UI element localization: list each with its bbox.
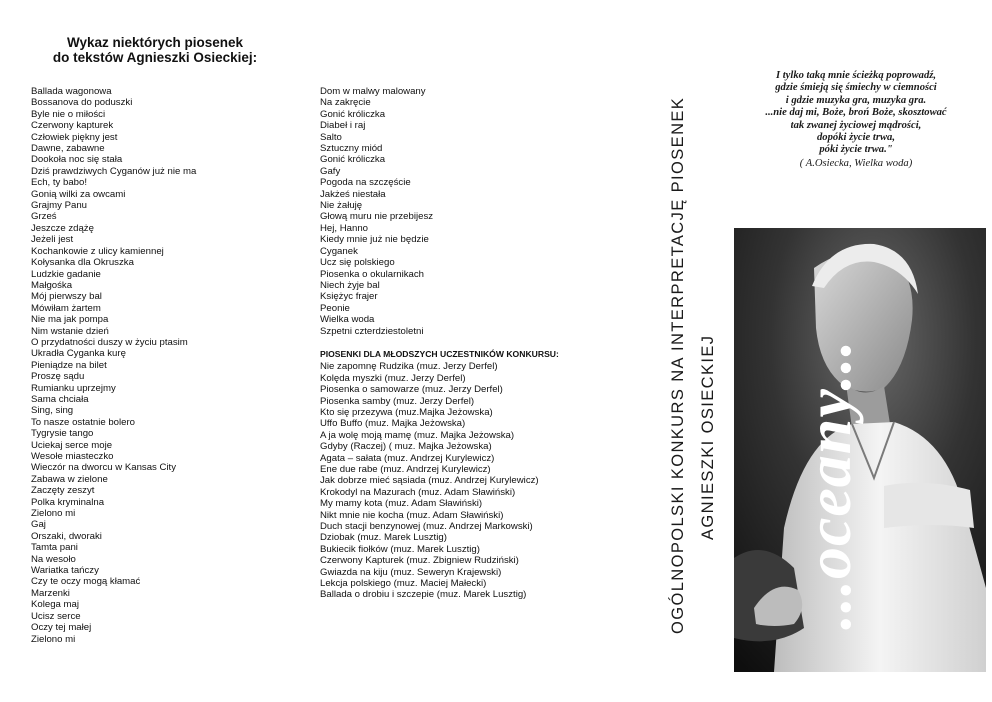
youth-song-title: Nie zapomnę Rudzika (muz. Jerzy Derfel) bbox=[320, 361, 498, 373]
song-title: Głową muru nie przebijesz bbox=[320, 211, 434, 223]
youth-song-title: Nikt mnie nie kocha (muz. Adam Sławiński) bbox=[320, 509, 504, 521]
song-title: Nie ma jak pompa bbox=[31, 314, 109, 326]
song-title: Ballada wagonowa bbox=[31, 86, 112, 97]
epigraph-quote bbox=[740, 70, 972, 170]
quote-line: gdzie śmieją się śmiechy w ciemności bbox=[775, 82, 937, 94]
competition-title-line1: OGÓLNOPOLSKI KONKURS NA INTERPRETACJĘ PIOSENEK bbox=[669, 96, 687, 634]
youth-song-title: Lekcja polskiego (muz. Maciej Małecki) bbox=[320, 578, 487, 590]
youth-song-list bbox=[320, 361, 559, 601]
song-title: Wesołe miasteczko bbox=[31, 451, 114, 462]
song-title: Bossanova do poduszki bbox=[31, 97, 133, 109]
competition-title-line2: AGNIESZKI OSIECKIEJ bbox=[699, 334, 717, 540]
quote-line: I tylko taką mnie ścieżką poprowadź, bbox=[775, 70, 937, 81]
youth-song-title: Agata – sałata (muz. Andrzej Kurylewicz) bbox=[320, 452, 495, 464]
song-title: To nasze ostatnie bolero bbox=[31, 416, 135, 428]
song-title: Dziś prawdziwych Cyganów już nie ma bbox=[31, 165, 197, 177]
song-title: Dom w malwy malowany bbox=[320, 86, 426, 97]
song-title: Uciekaj serce moje bbox=[31, 439, 113, 451]
youth-song-title: Uffo Buffo (muz. Majka Jeżowska) bbox=[320, 418, 466, 430]
list-heading-line1: Wykaz niektórych piosenek bbox=[66, 35, 244, 50]
youth-song-title: Ene due rabe (muz. Andrzej Kurylewicz) bbox=[320, 464, 491, 475]
song-list-main bbox=[320, 86, 559, 337]
song-title: Wariatka tańczy bbox=[31, 565, 99, 577]
youth-song-title: Ballada o drobiu i szczepie (muz. Marek Lusztig) bbox=[320, 589, 527, 601]
song-title: Jeszcze zdążę bbox=[31, 222, 94, 234]
song-title: Kiedy mnie już nie będzie bbox=[320, 234, 429, 246]
song-title: Nim wstanie dzień bbox=[31, 325, 109, 337]
song-title: Zielono mi bbox=[31, 508, 76, 520]
song-title: Tygrysie tango bbox=[31, 428, 94, 440]
song-title: Wielka woda bbox=[320, 314, 375, 326]
song-title: Niech żyje bal bbox=[320, 279, 380, 291]
youth-song-title: Kto się przezywa (muz.Majka Jeżowska) bbox=[320, 406, 493, 418]
song-title: Sing, sing bbox=[31, 405, 74, 417]
song-title: Jeżeli jest bbox=[31, 234, 74, 246]
youth-song-title: My mamy kota (muz. Adam Sławiński) bbox=[320, 498, 483, 510]
quote-source: ( A.Osiecka, Wielka woda) bbox=[799, 157, 913, 169]
song-title: Gonić króliczka bbox=[320, 154, 386, 166]
youth-song-title: A ja wolę moją mamę (muz. Majka Jeżowska) bbox=[320, 429, 515, 441]
youth-song-title: Gdyby (Raczej) ( muz. Majka Jeżowska) bbox=[320, 441, 492, 453]
list-heading bbox=[40, 35, 270, 65]
song-title: Zabawa w zielone bbox=[31, 473, 108, 485]
song-title: Małgośka bbox=[31, 279, 73, 291]
quote-lines bbox=[740, 70, 972, 157]
song-title: Peonie bbox=[320, 302, 350, 314]
song-title: Nie żałuję bbox=[320, 200, 363, 212]
song-title: Diabeł i raj bbox=[320, 120, 366, 132]
song-title: Rumianku uprzejmy bbox=[31, 382, 116, 394]
youth-song-title: Gwiazda na kiju (muz. Seweryn Krajewski) bbox=[320, 566, 502, 578]
song-list-column-1 bbox=[31, 86, 196, 645]
song-title: Ucz się polskiego bbox=[320, 257, 395, 269]
song-title: Ech, ty babo! bbox=[31, 177, 87, 189]
song-title: Sama chciała bbox=[31, 393, 89, 405]
youth-song-title: Krokodyl na Mazurach (muz. Adam Sławiński) bbox=[320, 486, 516, 498]
quote-line: póki życie trwa." bbox=[819, 144, 893, 156]
song-title: Ludzkie gadanie bbox=[31, 268, 101, 280]
song-title: Gonić króliczka bbox=[320, 108, 386, 120]
youth-song-title: Dziobak (muz. Marek Lusztig) bbox=[320, 532, 447, 544]
quote-line: i gdzie muzyka gra, muzyka gra. bbox=[785, 94, 927, 106]
song-title: Ukradła Cyganka kurę bbox=[31, 348, 126, 360]
song-title: Mówiłam żartem bbox=[31, 302, 101, 314]
song-title: Gonią wilki za owcami bbox=[31, 188, 126, 200]
song-title: Marzenki bbox=[31, 587, 70, 599]
youth-song-title: Jak dobrze mieć sąsiada (muz. Andrzej Kurylewicz) bbox=[320, 475, 539, 487]
song-title: Gaj bbox=[31, 519, 46, 531]
quote-line: tak zwanej życiowej mądrości, bbox=[790, 119, 922, 131]
quote-line: dopóki życie trwa, bbox=[817, 132, 895, 144]
song-title: Pogoda na szczęście bbox=[320, 177, 411, 189]
song-title: Polka kryminalna bbox=[31, 496, 105, 508]
list-heading-line2: do tekstów Agnieszki Osieckiej: bbox=[52, 50, 258, 65]
song-title: Człowiek piękny jest bbox=[31, 131, 118, 143]
song-title: Piosenka o okularnikach bbox=[320, 268, 424, 280]
song-title: Salto bbox=[320, 131, 342, 143]
song-title: Proszę sądu bbox=[31, 371, 85, 383]
song-title: Cyganek bbox=[320, 245, 358, 257]
song-title: Gafy bbox=[320, 165, 341, 177]
song-title: Wieczór na dworcu w Kansas City bbox=[31, 462, 177, 474]
youth-song-title: Piosenka samby (muz. Jerzy Derfel) bbox=[320, 395, 475, 407]
song-title: Na wesoło bbox=[31, 553, 76, 565]
song-title: Na zakręcie bbox=[320, 97, 371, 109]
song-title: Kolega maj bbox=[31, 599, 79, 611]
song-title: Jakżeś niestała bbox=[320, 188, 386, 200]
song-title: Ucisz serce bbox=[31, 610, 81, 622]
song-title: Tamta pani bbox=[31, 542, 78, 554]
song-title: Oczy tej małej bbox=[31, 622, 92, 634]
song-title: Grześ bbox=[31, 211, 57, 223]
song-title: Byle nie o miłości bbox=[31, 108, 106, 120]
song-title: Kołysanka dla Okruszka bbox=[31, 257, 134, 269]
song-title: Dawne, zabawne bbox=[31, 143, 105, 155]
song-title: Sztuczny miód bbox=[320, 143, 383, 155]
oceany-cover-word: ...oceany... bbox=[793, 339, 864, 630]
song-title: Hej, Hanno bbox=[320, 222, 368, 234]
song-title: Czerwony kapturek bbox=[31, 120, 114, 132]
song-title: Kochankowie z ulicy kamiennej bbox=[31, 245, 164, 257]
song-title: O przydatności duszy w życiu ptasim bbox=[31, 336, 188, 348]
song-title: Orszaki, dworaki bbox=[31, 530, 102, 542]
song-title: Czy te oczy mogą kłamać bbox=[31, 576, 141, 588]
song-title: Zielono mi bbox=[31, 633, 76, 645]
song-title: Grajmy Panu bbox=[31, 200, 87, 212]
youth-song-title: Czerwony Kapturek (muz. Zbigniew Rudziński) bbox=[320, 555, 519, 567]
song-title: Szpetni czterdziestoletni bbox=[320, 325, 424, 337]
youth-song-title: Bukiecik fiołków (muz. Marek Lusztig) bbox=[320, 543, 480, 555]
song-title: Zaczęty zeszyt bbox=[31, 485, 95, 497]
song-title: Dookoła noc się stała bbox=[31, 154, 123, 166]
song-title: Księżyc frajer bbox=[320, 291, 378, 303]
quote-line: ...nie daj mi, Boże, broń Boże, skosztować bbox=[765, 107, 947, 119]
song-list-column-2 bbox=[320, 86, 559, 601]
youth-song-title: Piosenka o samowarze (muz. Jerzy Derfel) bbox=[320, 384, 503, 396]
song-title: Pieniądze na bilet bbox=[31, 359, 107, 371]
youth-song-title: Duch stacji benzynowej (muz. Andrzej Markowski) bbox=[320, 521, 533, 533]
youth-song-title: Kolęda myszki (muz. Jerzy Derfel) bbox=[320, 372, 466, 384]
song-title: Mój pierwszy bal bbox=[31, 291, 102, 303]
youth-songs-heading: PIOSENKI DLA MŁODSZYCH UCZESTNIKÓW KONKURSU: bbox=[320, 348, 559, 359]
